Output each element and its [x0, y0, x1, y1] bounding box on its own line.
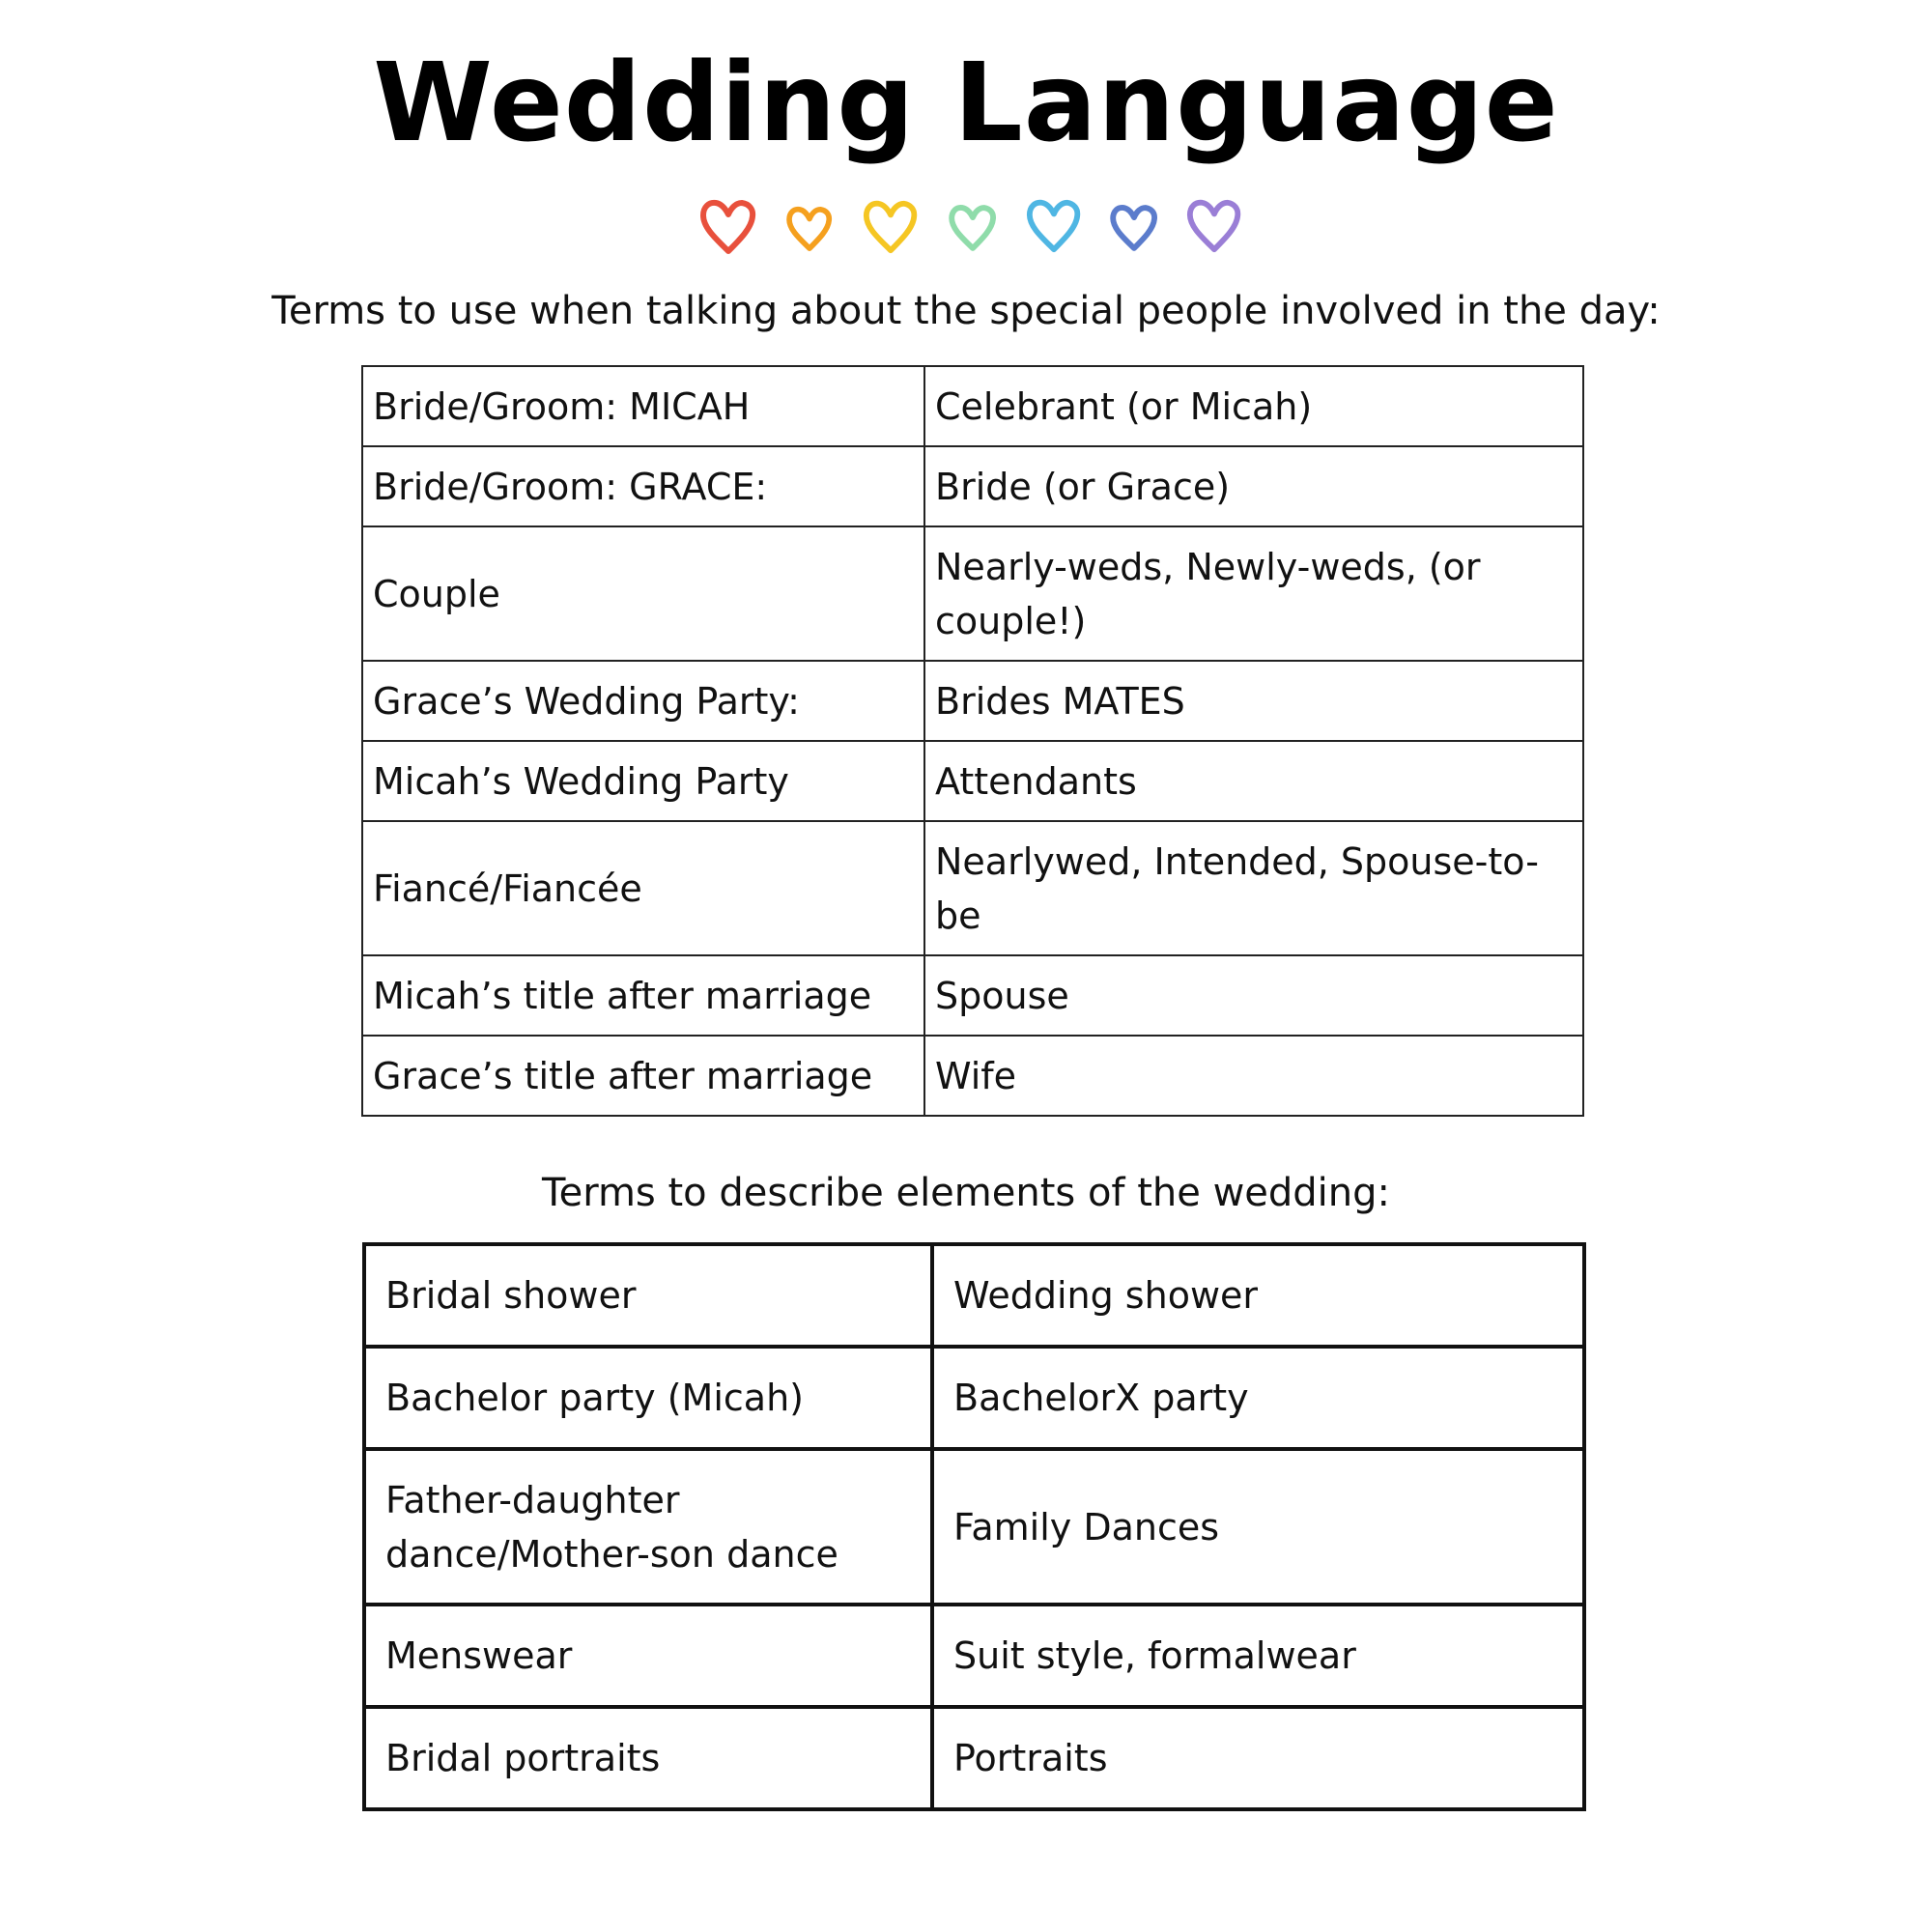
heart-icon	[697, 197, 759, 257]
heart-icon	[1108, 203, 1160, 253]
heart-icon	[947, 203, 999, 253]
heart-icon	[861, 198, 921, 256]
table-row	[364, 1707, 1584, 1809]
term-cell: Grace’s title after marriage	[362, 1036, 924, 1116]
heart-icon	[784, 205, 835, 253]
table-row	[362, 526, 1583, 661]
alternative-cell: Suit style, formalwear	[932, 1605, 1584, 1707]
alternative-cell: Attendants	[924, 741, 1583, 821]
term-cell: Bachelor party (Micah)	[364, 1347, 932, 1449]
table-row	[362, 1036, 1583, 1116]
elements-terms-table	[362, 1242, 1586, 1811]
people-terms-table	[361, 365, 1584, 1117]
table-row	[362, 955, 1583, 1036]
term-cell: Grace’s Wedding Party:	[362, 661, 924, 741]
table-row	[364, 1244, 1584, 1347]
alternative-cell: Portraits	[932, 1707, 1584, 1809]
table-row	[362, 741, 1583, 821]
heart-icon	[1184, 197, 1244, 255]
alternative-cell: Bride (or Grace)	[924, 446, 1583, 526]
table-row	[364, 1347, 1584, 1449]
term-cell: Father-daughter dance/Mother-son dance	[364, 1449, 932, 1605]
term-cell: Micah’s Wedding Party	[362, 741, 924, 821]
people-section-heading: Terms to use when talking about the special people involved in the day:	[271, 289, 1661, 333]
term-cell: Fiancé/Fiancée	[362, 821, 924, 955]
alternative-cell: Wife	[924, 1036, 1583, 1116]
table-row	[362, 446, 1583, 526]
heart-row	[0, 195, 1932, 263]
alternative-cell: Brides MATES	[924, 661, 1583, 741]
alternative-cell: BachelorX party	[932, 1347, 1584, 1449]
term-cell: Menswear	[364, 1605, 932, 1707]
alternative-cell: Celebrant (or Micah)	[924, 366, 1583, 446]
table-row	[364, 1605, 1584, 1707]
table-row	[362, 661, 1583, 741]
alternative-cell: Family Dances	[932, 1449, 1584, 1605]
term-cell: Bride/Groom: MICAH	[362, 366, 924, 446]
page-title: Wedding Language	[373, 41, 1559, 166]
table-row	[364, 1449, 1584, 1605]
term-cell: Couple	[362, 526, 924, 661]
alternative-cell: Wedding shower	[932, 1244, 1584, 1347]
table-row	[362, 366, 1583, 446]
heart-icon	[1024, 197, 1084, 255]
alternative-cell: Nearlywed, Intended, Spouse-to-be	[924, 821, 1583, 955]
table-row	[362, 821, 1583, 955]
alternative-cell: Nearly-weds, Newly-weds, (or couple!)	[924, 526, 1583, 661]
elements-section-heading: Terms to describe elements of the wedding:	[541, 1171, 1391, 1215]
term-cell: Bridal shower	[364, 1244, 932, 1347]
term-cell: Bridal portraits	[364, 1707, 932, 1809]
term-cell: Micah’s title after marriage	[362, 955, 924, 1036]
alternative-cell: Spouse	[924, 955, 1583, 1036]
term-cell: Bride/Groom: GRACE:	[362, 446, 924, 526]
